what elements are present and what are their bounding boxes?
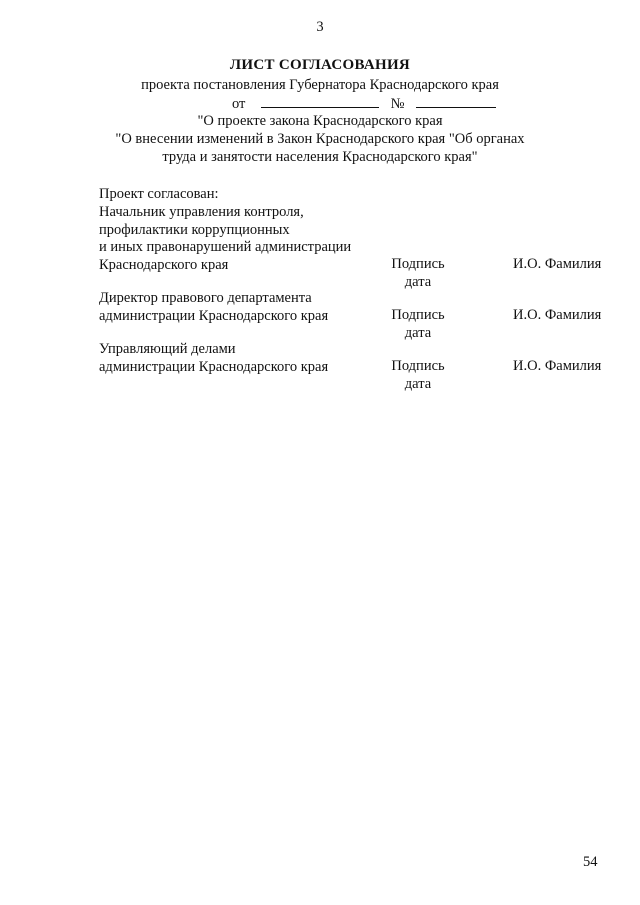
approver-name-2: И.О. Фамилия (513, 307, 602, 323)
date-number-line (232, 95, 496, 113)
approval-intro: Проект согласован: (99, 186, 219, 202)
position-line: профилактики коррупционных (99, 221, 290, 238)
approver-name-3: И.О. Фамилия (513, 358, 602, 374)
position-line: Краснодарского края (99, 256, 229, 273)
position-line: администрации Краснодарского края (99, 358, 329, 375)
signature-label: Подпись (391, 358, 445, 374)
date-label: дата (404, 273, 432, 290)
approver-name-1: И.О. Фамилия (513, 256, 602, 272)
position-line: и иных правонарушений администрации (99, 239, 352, 255)
position-line: Начальник управления контроля, (99, 204, 304, 220)
date-label: дата (404, 324, 432, 341)
signature-label: Подпись (391, 256, 445, 272)
approver-position-1 (99, 204, 351, 274)
date-blank (261, 95, 379, 108)
quote-line-1: "О проекте закона Краснодарского края (197, 113, 443, 129)
approver-position-3 (99, 341, 328, 376)
number-sign: № (390, 96, 405, 112)
approver-position-2 (99, 290, 328, 325)
signature-block-1 (383, 256, 453, 291)
signature-label: Подпись (391, 307, 445, 323)
signature-block-3 (383, 358, 453, 393)
position-line: администрации Краснодарского края (99, 307, 329, 324)
document-subtitle: проекта постановления Губернатора Краснодарского края (141, 77, 499, 93)
signature-block-2 (383, 307, 453, 342)
page-number-bottom: 54 (583, 854, 598, 870)
document-title: ЛИСТ СОГЛАСОВАНИЯ (229, 57, 411, 73)
date-label: дата (404, 375, 432, 392)
position-line: Директор правового департамента (99, 290, 312, 306)
date-prefix: от (232, 96, 246, 112)
position-line: Управляющий делами (99, 341, 236, 357)
quote-line-3: труда и занятости населения Краснодарского края" (162, 149, 478, 165)
number-blank (416, 95, 496, 108)
quote-line-2: "О внесении изменений в Закон Краснодарского края "Об органах (115, 131, 525, 147)
page-number-top: 3 (316, 19, 324, 35)
